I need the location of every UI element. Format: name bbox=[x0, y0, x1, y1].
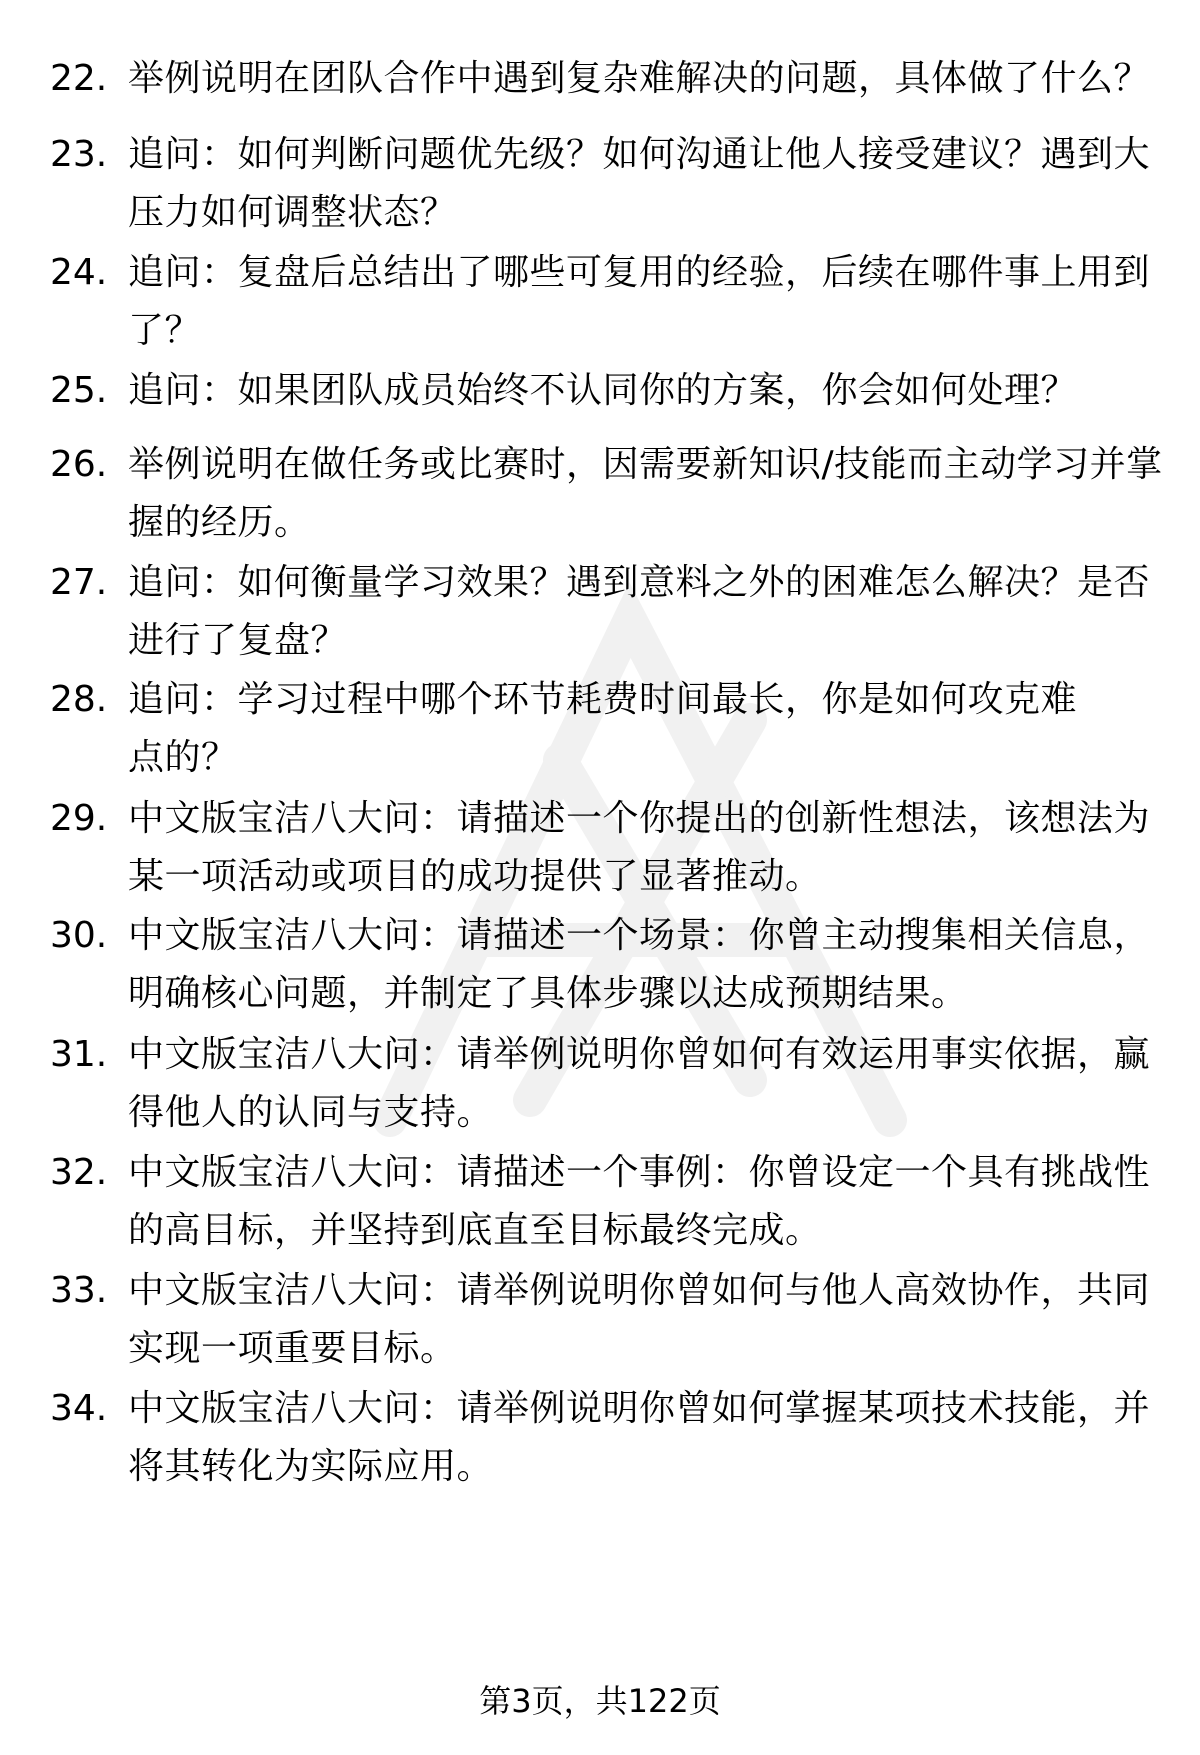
item-text: 追问：学习过程中哪个环节耗费时间最长，你是如何攻克难点的？ bbox=[128, 679, 1078, 778]
item-text: 中文版宝洁八大问：请描述一个场景：你曾主动搜集相关信息，明确核心问题，并制定了具体步骤以达成预期结果。 bbox=[128, 915, 1151, 1014]
item-text: 追问：如何判断问题优先级？如何沟通让他人接受建议？遇到大压力如何调整状态？ bbox=[128, 134, 1151, 233]
item-number: 28. bbox=[50, 679, 108, 720]
item-number: 31. bbox=[50, 1034, 108, 1075]
item-text: 中文版宝洁八大问：请举例说明你曾如何有效运用事实依据，赢得他人的认同与支持。 bbox=[128, 1034, 1151, 1133]
item-text: 中文版宝洁八大问：请描述一个事例：你曾设定一个具有挑战性的高目标，并坚持到底直至目标最终完成。 bbox=[128, 1152, 1151, 1251]
item-number: 22. bbox=[50, 58, 108, 99]
item-text: 举例说明在做任务或比赛时，因需要新知识/技能而主动学习并掌握的经历。 bbox=[128, 444, 1163, 543]
item-number: 32. bbox=[50, 1152, 108, 1193]
item-text: 追问：复盘后总结出了哪些可复用的经验，后续在哪件事上用到了？ bbox=[128, 252, 1151, 351]
item-number: 25. bbox=[50, 370, 108, 411]
item-number: 33. bbox=[50, 1270, 108, 1311]
item-number: 26. bbox=[50, 444, 108, 485]
item-text: 中文版宝洁八大问：请举例说明你曾如何掌握某项技术技能，并将其转化为实际应用。 bbox=[128, 1388, 1151, 1487]
item-text: 中文版宝洁八大问：请描述一个你提出的创新性想法，该想法为某一项活动或项目的成功提供了显著推动。 bbox=[128, 798, 1151, 897]
item-text: 追问：如果团队成员始终不认同你的方案，你会如何处理？ bbox=[128, 370, 1078, 411]
item-text: 追问：如何衡量学习效果？遇到意料之外的困难怎么解决？是否进行了复盘？ bbox=[128, 562, 1151, 661]
page-number-footer: 第3页，共122页 bbox=[479, 1682, 721, 1720]
item-number: 24. bbox=[50, 252, 108, 293]
item-text: 中文版宝洁八大问：请举例说明你曾如何与他人高效协作，共同实现一项重要目标。 bbox=[128, 1270, 1151, 1369]
item-number: 29. bbox=[50, 798, 108, 839]
item-number: 23. bbox=[50, 134, 108, 175]
item-number: 27. bbox=[50, 562, 108, 603]
item-text: 举例说明在团队合作中遇到复杂难解决的问题，具体做了什么？ bbox=[128, 58, 1151, 99]
item-number: 34. bbox=[50, 1388, 108, 1429]
item-number: 30. bbox=[50, 915, 108, 956]
